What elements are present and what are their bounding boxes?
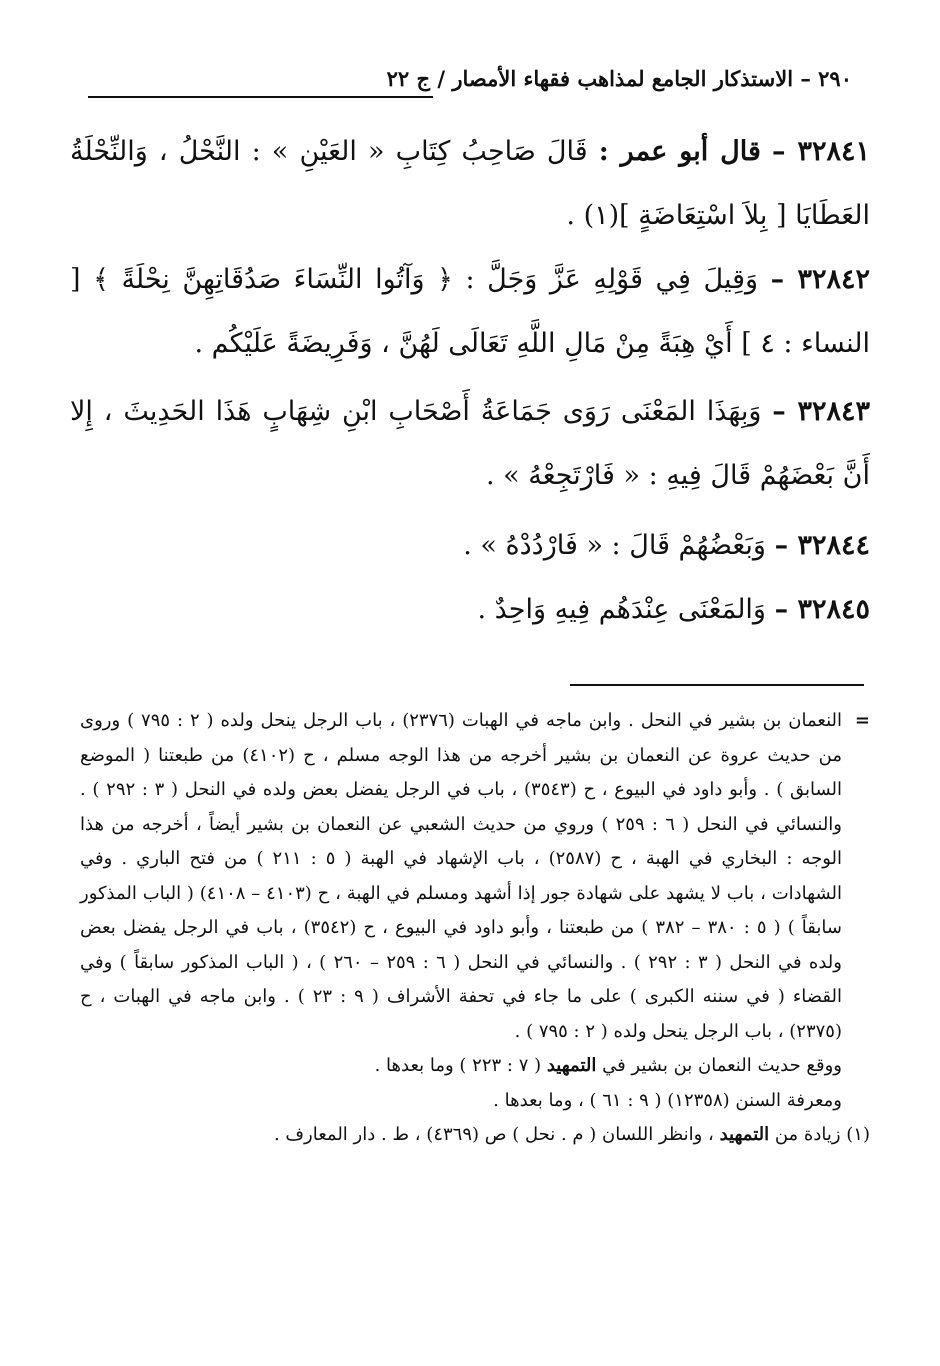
paragraph-number: ٣٢٨٤١ –: [772, 136, 870, 167]
running-header: [92, 66, 852, 100]
footnotes: [80, 704, 870, 1153]
paragraph-text: وَقِيلَ فِي قَوْلِهِ عَزَّ وَجَلَّ : ﴿ وَآتُوا النِّسَاءَ صَدُقَاتِهِنَّ نِحْلَةً ﴾ [ النساء : ٤ ] أَيْ هِبَةً مِنْ مَالِ اللَّهِ تَعَالَى لَهُنَّ ، وَفَرِيضَةً عَلَيْكُم .: [70, 264, 870, 359]
book-title: التمهيد: [719, 1124, 770, 1145]
header-rule: [88, 96, 433, 98]
paragraph-number: ٣٢٨٤٤ –: [774, 530, 870, 561]
paragraph-number: ٣٢٨٤٢ –: [770, 264, 870, 295]
paragraph-number: ٣٢٨٤٥ –: [774, 594, 870, 625]
book-title: التمهيد: [546, 1055, 597, 1076]
paragraph-text: قَالَ صَاحِبُ كِتَابِ « العَيْنِ » : النَّحْلُ ، وَالنِّحْلَةُ العَطَايَا [ بِلاَ اسْتِعَاضَةٍ ](١) .: [70, 136, 870, 231]
continuation-mark: =: [854, 710, 870, 731]
footnote-text: (١) زيادة من: [774, 1124, 870, 1145]
footnote-tamhid-line: [80, 1049, 870, 1084]
paragraph-text: وَالمَعْنَى عِنْدَهُم فِيهِ وَاحِدٌ .: [477, 594, 766, 625]
running-head-text: ٢٩٠ – الاستذكار الجامع لمذاهب فقهاء الأمصار / ج ٢٢: [386, 66, 852, 91]
paragraph-32844: [70, 514, 870, 578]
paragraph-text: وَبِهَذَا المَعْنَى رَوَى جَمَاعَةُ أَصْحَابِ ابْنِ شِهَابٍ هَذَا الحَدِيثَ ، إِلا أَنَّ بَعْضَهُمْ قَالَ فِيهِ : « فَارْتَجِعْهُ » .: [70, 396, 870, 491]
footnote-text: ووقع حديث النعمان بن بشير في: [602, 1055, 842, 1076]
footnote-continuation: [80, 704, 870, 1049]
footnote-text: ومعرفة السنن (١٢٣٥٨) ( ٩ : ٦١ ) ، وما بعدها .: [493, 1089, 842, 1111]
paragraph-lead: قال أبو عمر :: [598, 136, 761, 167]
paragraph-text: وَبَعْضُهُمْ قَالَ : « فَارْدُدْهُ » .: [463, 530, 766, 561]
footnote-text: ( ٧ : ٢٢٣ ) وما بعدها .: [374, 1055, 542, 1076]
footnote-1: [80, 1118, 870, 1153]
footnote-rule: [570, 684, 864, 686]
footnote-sunan-line: [80, 1084, 870, 1119]
footnote-text: ، وانظر اللسان ( م . نحل ) ص (٤٣٦٩) ، ط . دار المعارف .: [273, 1124, 714, 1145]
paragraph-32842: [70, 248, 870, 376]
paragraph-32843: [70, 380, 870, 508]
footnote-continuation-text: النعمان بن بشير في النحل . وابن ماجه في الهبات (٢٣٧٦) ، باب الرجل ينحل ولده ( ٢ : ٧٩٥ ) وروى من حديث عروة عن النعمان بن بشير أخرجه من هذا الوجه مسلم ، ح (٤١٠٢) من طبعتنا ( الموضع السابق ) . وأبو داود في البيوع ، ح (٣٥٤٣) ، باب في الرجل يفضل بعض ولده في النحل ( ٣ : ٢٩٢ ) . والنسائي في النحل ( ٦ : ٢٥٩ ) وروي من حديث الشعبي عن النعمان بن بشير أيضاً ، أخرجه من هذا الوجه : البخاري في الهبة ، ح (٢٥٨٧) ، باب الإشهاد في الهبة ( ٥ : ٢١١ ) من فتح الباري . وفي الشهادات ، باب لا يشهد على شهادة جور إذا أشهد ومسلم في الهبة ، ح (٤١٠٣ – ٤١٠٨) ( الباب المذكور سابقاً ) ( ٥ : ٣٨٠ – ٣٨٢ ) من طبعتنا ، وأبو داود في البيوع ، ح (٣٥٤٢) ، باب في الرجل يفضل بعض ولده في النحل ( ٣ : ٢٩٢ ) . والنسائي في النحل ( ٦ : ٢٥٩ – ٢٦٠ ) ، ( الباب المذكور سابقاً ) وفي القضاء ( في سننه الكبرى ) على ما جاء في تحفة الأشراف ( ٩ : ٢٣ ) . وابن ماجه في الهبات ، ح (٢٣٧٥) ، باب الرجل ينحل ولده ( ٢ : ٧٩٥ ) .: [80, 710, 843, 1042]
paragraph-32845: [70, 578, 870, 642]
paragraph-32841: [70, 120, 870, 248]
paragraph-number: ٣٢٨٤٣ –: [772, 396, 870, 427]
